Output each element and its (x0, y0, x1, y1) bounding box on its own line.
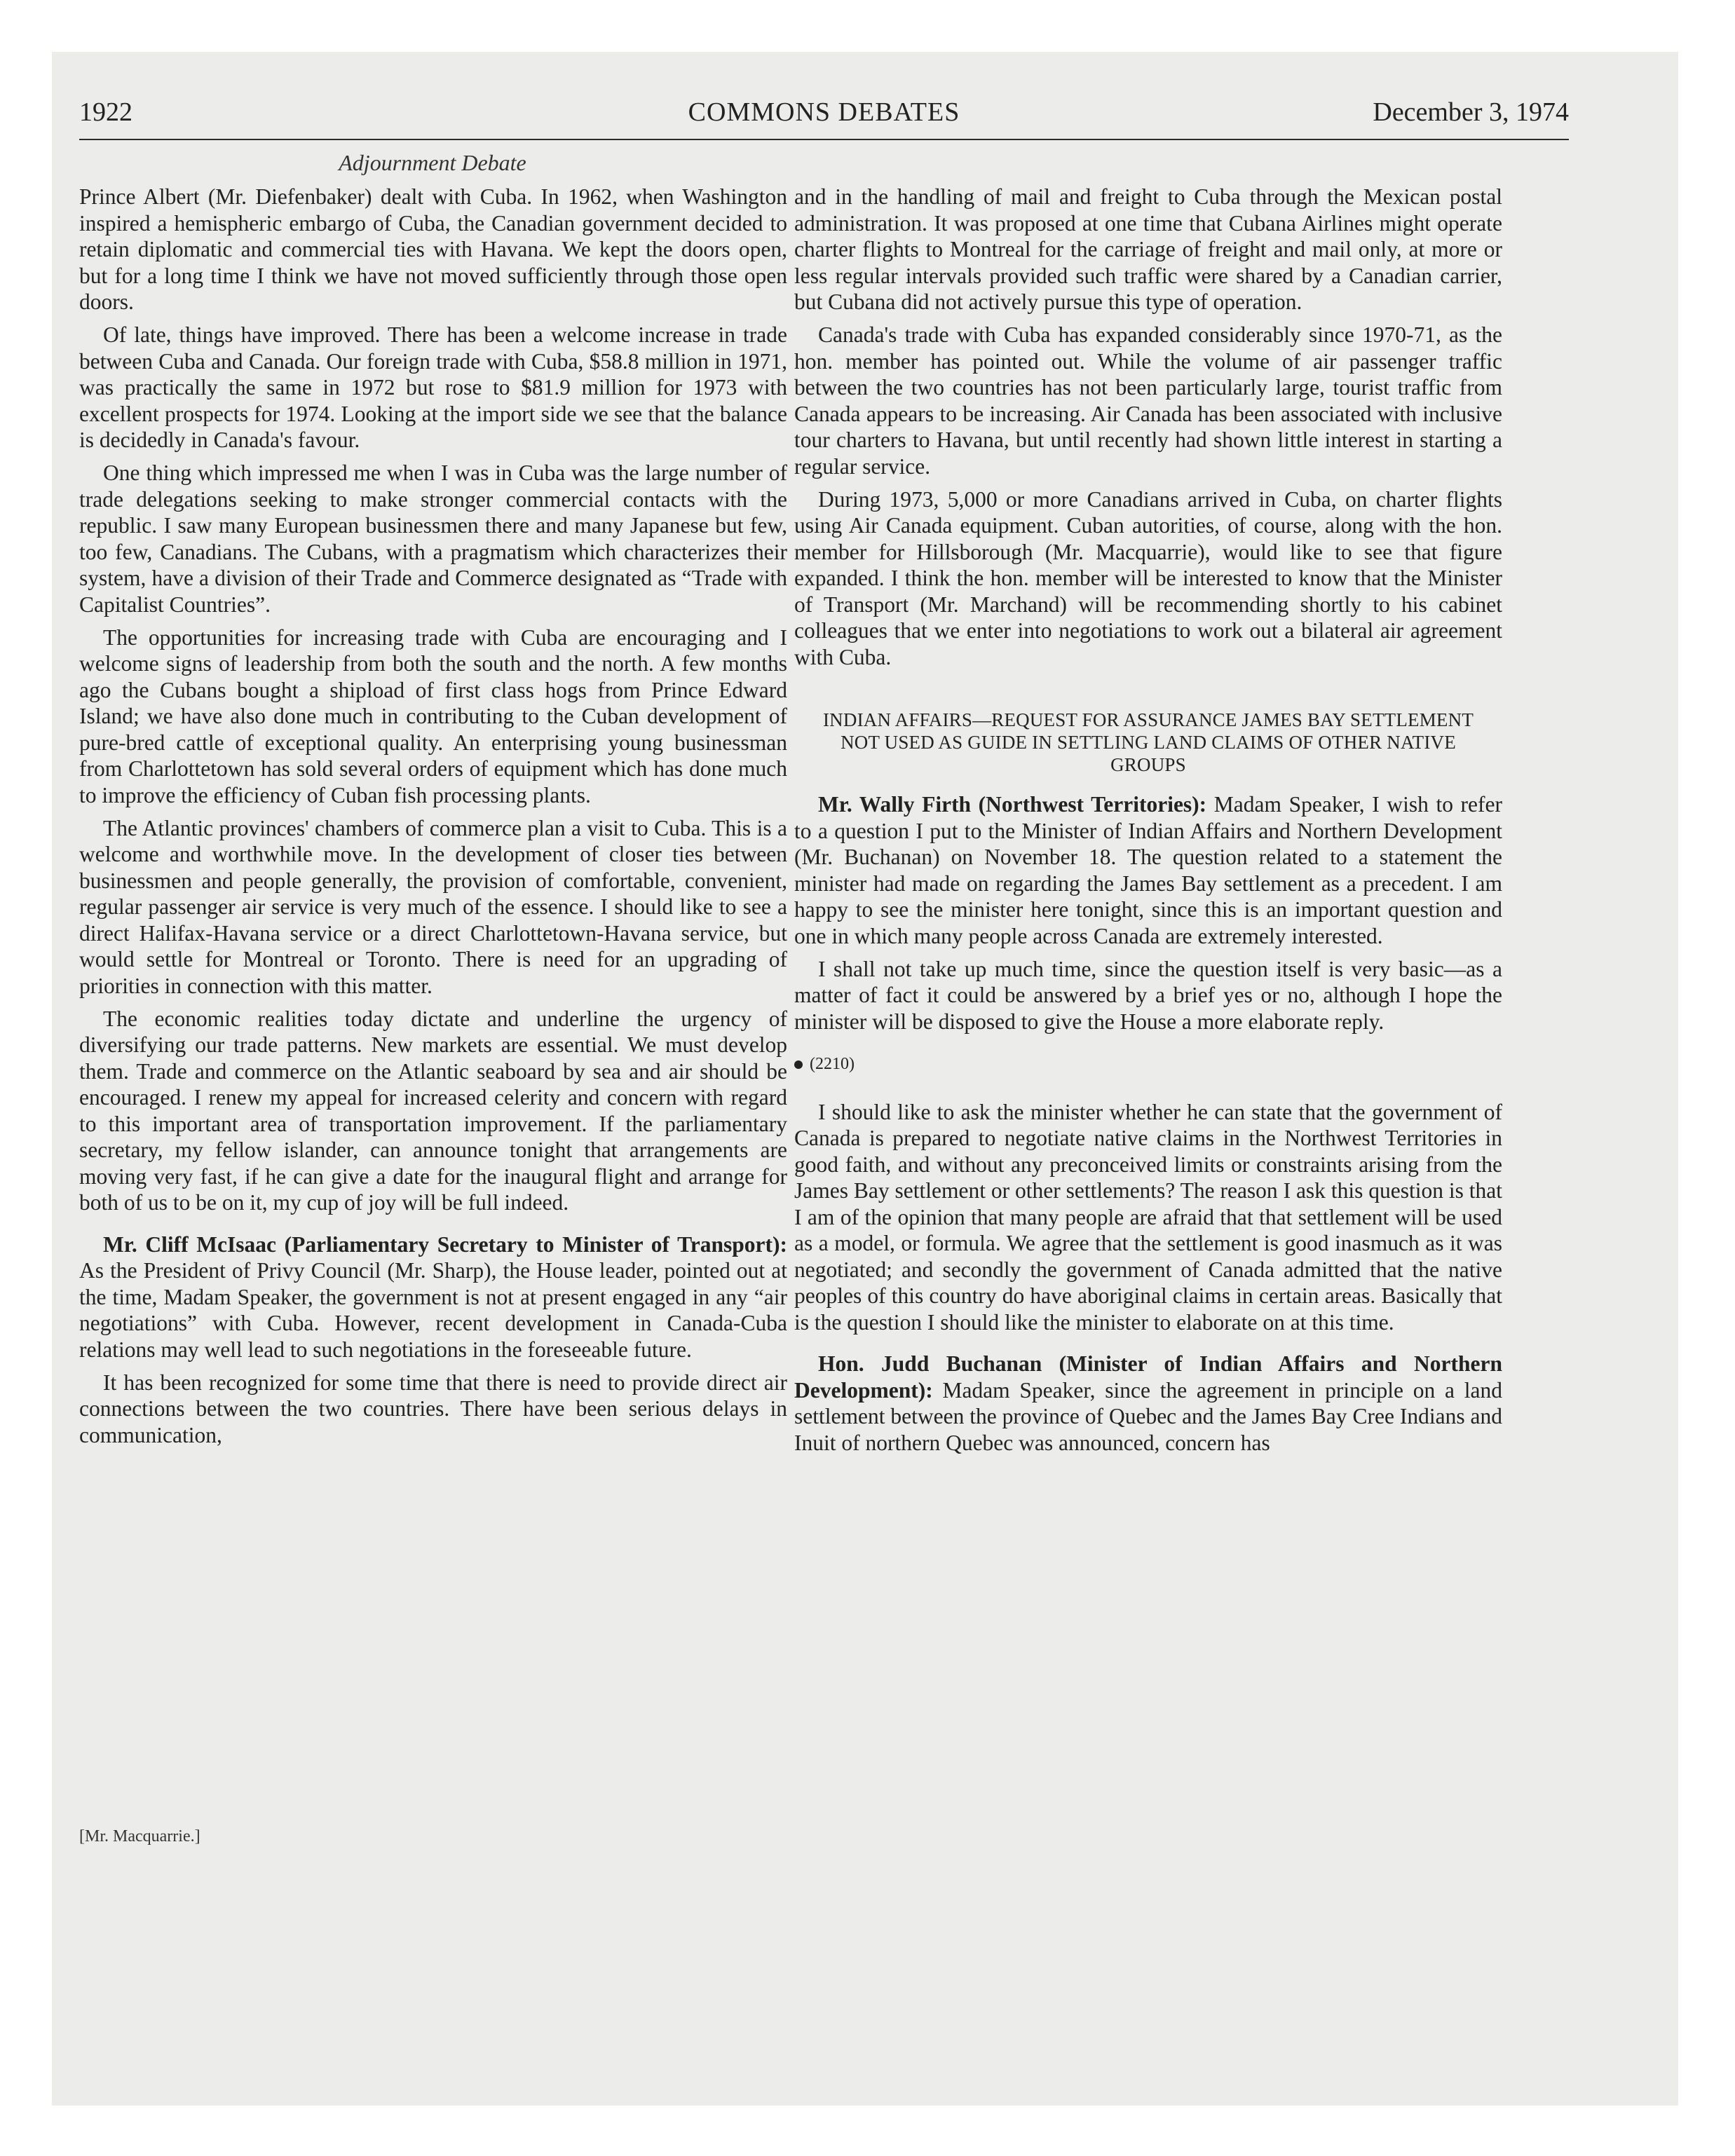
footer-note: [Mr. Macquarrie.] (79, 1827, 200, 1845)
paragraph: It has been recognized for some time that there is need to provide direct air connections between the two countries. There have been serious delays in communication, (79, 1370, 787, 1447)
speaker-name: Hon. Judd Buchanan (Minister of Indian Affairs and Northern Development): (794, 1351, 1502, 1403)
journal-title: COMMONS DEBATES (688, 97, 960, 127)
speech-paragraph (794, 791, 1502, 949)
timestamp (794, 1051, 1502, 1078)
bullet-icon (794, 1060, 803, 1069)
timestamp-label: (2210) (810, 1055, 855, 1073)
paragraph: One thing which impressed me when I was in Cuba was the large number of trade delegations seeking to make stronger commercial contacts with the republic. I saw many European businessmen there and many Japanese but few, too few, Canadians. The Cubans, with a pragmatism which characterizes their system, have a division of their Trade and Commerce designated as “Trade with Capitalist Countries”. (79, 460, 787, 617)
paragraph: During 1973, 5,000 or more Canadians arrived in Cuba, on charter flights using Air Canada equipment. Cuban autorities, of course, along with the hon. member for Hillsborough (Mr. Macquarrie), would like to see that figure expanded. I think the hon. member will be interested to know that the Minister of Transport (Mr. Marchand) will be recommending shortly to his cabinet colleagues that we enter into negotiations to work out a bilateral air agreement with Cuba. (794, 486, 1502, 669)
topic-heading: INDIAN AFFAIRS—REQUEST FOR ASSURANCE JAMES BAY SETTLEMENT NOT USED AS GUIDE IN SETTLING LAND CLAIMS OF OTHER NATIVE GROUPS (822, 709, 1474, 775)
paragraph: The Atlantic provinces' chambers of commerce plan a visit to Cuba. This is a welcome and worthwhile move. In the development of closer ties between businessmen and people generally, the provision of comfortable, convenient, regular passenger air service is very much of the essence. I should like to see a direct Halifax-Havana service or a direct Charlottetown-Havana service, but would settle for Montreal or Toronto. There is need for an upgrading of priorities in connection with this matter. (79, 815, 787, 998)
paragraph: and in the handling of mail and freight to Cuba through the Mexican postal administration. It was proposed at one time that Cubana Airlines might operate charter flights to Montreal for the carriage of freight and mail only, at more or less regular intervals provided such traffic were shared by a Canadian carrier, but Cubana did not actively pursue this type of operation. (794, 184, 1502, 314)
speech-paragraph (794, 1351, 1502, 1456)
page-header (79, 97, 1569, 140)
paragraph: I should like to ask the minister whether he can state that the government of Canada is prepared to negotiate native claims in the Northwest Territories in good faith, and without any preconceived limits or constraints arising from the James Bay settlement or other settlements? The reason I ask this question is that I am of the opinion that many people are afraid that that settlement will be used as a model, or formula. We agree that the settlement is good inasmuch as it was negotiated; and secondly the government of Canada admitted that the native peoples of this country do have aboriginal claims in certain areas. Basically that is the question I should like the minister to elaborate on at this time. (794, 1099, 1502, 1335)
speaker-name: Mr. Wally Firth (Northwest Territories): (818, 792, 1207, 817)
paragraph: I shall not take up much time, since the question itself is very basic—as a matter of fact it could be answered by a brief yes or no, although I hope the minister will be disposed to give the House a more elaborate reply. (794, 956, 1502, 1034)
paragraph: Prince Albert (Mr. Diefenbaker) dealt with Cuba. In 1962, when Washington inspired a hemispheric embargo of Cuba, the Canadian government decided to retain diplomatic and commercial ties with Havana. We kept the doors open, but for a long time I think we have not moved sufficiently through those open doors. (79, 184, 787, 314)
right-column (794, 184, 1502, 1463)
section-header: Adjournment Debate (339, 150, 526, 175)
left-column (79, 184, 787, 1455)
page-number: 1922 (79, 97, 132, 127)
speaker-name: Mr. Cliff McIsaac (Parliamentary Secretary to Minister of Transport): (103, 1231, 787, 1257)
header-date: December 3, 1974 (1373, 97, 1569, 127)
speech-text: Madam Speaker, since the agreement in principle on a land settlement between the province of Quebec and the James Bay Cree Indians and Inuit of northern Quebec was announced, concern has (794, 1377, 1502, 1455)
paragraph: Canada's trade with Cuba has expanded considerably since 1970-71, as the hon. member has pointed out. While the volume of air passenger traffic between the two countries has not been particularly large, tourist traffic from Canada appears to be increasing. Air Canada has been associated with inclusive tour charters to Havana, but until recently had shown little interest in starting a regular service. (794, 322, 1502, 479)
paragraph: The opportunities for increasing trade with Cuba are encouraging and I welcome signs of leadership from both the south and the north. A few months ago the Cubans bought a shipload of first class hogs from Prince Edward Island; we have also done much in contributing to the Cuban development of pure-bred cattle of exceptional quality. An enterprising young businessman from Charlottetown has sold several orders of equipment which has done much to improve the efficiency of Cuban fish processing plants. (79, 625, 787, 807)
speech-text: As the President of Privy Council (Mr. Sharp), the House leader, pointed out at the time, Madam Speaker, the government is not at present engaged in any “air negotiations” with Cuba. However, recent development in Canada-Cuba relations may well lead to such negotiations in the foreseeable future. (79, 1258, 787, 1362)
speech-text: Madam Speaker, I wish to refer to a question I put to the Minister of Indian Affairs and Northern Development (Mr. Buchanan) on November 18. The question related to a statement the minister had made on regarding the James Bay settlement as a precedent. I am happy to see the minister here tonight, since this is an important question and one in which many people across Canada are extremely interested. (794, 792, 1502, 948)
paragraph: Of late, things have improved. There has been a welcome increase in trade between Cuba and Canada. Our foreign trade with Cuba, $58.8 million in 1971, was practically the same in 1972 but rose to $81.9 million for 1973 with excellent prospects for 1974. Looking at the import side we see that the balance is decidedly in Canada's favour. (79, 322, 787, 452)
speech-paragraph (79, 1231, 787, 1363)
paragraph: The economic realities today dictate and underline the urgency of diversifying our trade patterns. New markets are essential. We must develop them. Trade and commerce on the Atlantic seaboard by sea and air should be encouraged. I renew my appeal for increased celerity and concern with regard to this important area of transportation improvement. If the parliamentary secretary, my fellow islander, can announce tonight that arrangements are moving very fast, if he can give a date for the inaugural flight and arrange for both of us to be on it, my cup of joy will be full indeed. (79, 1006, 787, 1215)
